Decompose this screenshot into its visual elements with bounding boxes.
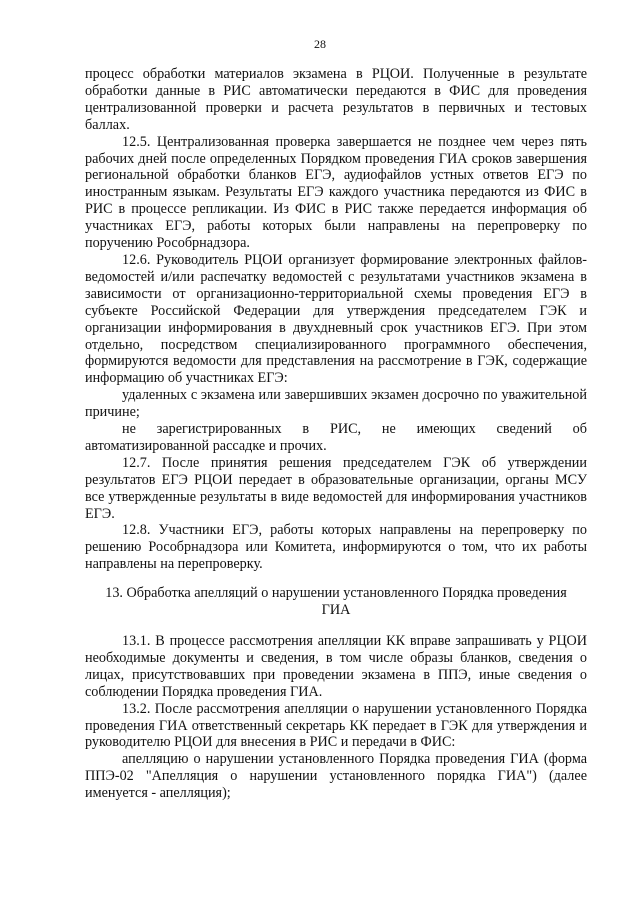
paragraph-13-2: 13.2. После рассмотрения апелляции о нарушении установленного Порядка проведения ГИА ответственный секретарь КК передает в ГЭК для утверждения и руководителю РЦОИ для внесения в РИС и передачи в ФИС: [85,700,587,751]
list-item-unregistered-participants: не зарегистрированных в РИС, не имеющих сведений об автоматизированной рассадке и прочих. [85,421,587,454]
list-item-removed-participants: удаленных с экзамена или завершивших экзамен досрочно по уважительной причине; [85,387,587,421]
paragraph-12-8: 12.8. Участники ЕГЭ, работы которых направлены на перепроверку по решению Рособрнадзора или Комитета, информируются о том, что их работы направлены на перепроверку. [85,522,587,573]
section-heading: 13. Обработка апелляций о нарушении установленного Порядка проведения ГИА [105,585,567,619]
paragraph-12-7: 12.7. После принятия решения председателем ГЭК об утверждении результатов ЕГЭ РЦОИ передает в образовательные организации, органы МСУ все утвержденные результаты в виде ведомостей для информирования участников ЕГЭ. [85,454,587,522]
list-item-appeal: апелляцию о нарушении установленного Порядка проведения ГИА (форма ППЭ-02 "Апелляция о нарушении установленного порядка ГИА") (далее именуется - апелляция); [85,751,587,802]
paragraph-13-1: 13.1. В процессе рассмотрения апелляции КК вправе запрашивать у РЦОИ необходимые документы и сведения, в том числе образы бланков, сведения о лицах, присутствовавших при проведении экзамена в ППЭ, иные сведения о соблюдении Порядка проведения ГИА. [85,633,587,700]
document-body [85,66,587,802]
paragraph-12-5: 12.5. Централизованная проверка завершается не позднее чем через пять рабочих дней после определенных Порядком проведения ГИА сроков завершения региональной обработки бланков ЕГЭ, аудиофайлов устных ответов ЕГЭ по иностранным языкам. Результаты ЕГЭ каждого участника передаются из ФИС в РИС в процессе репликации. Из ФИС в РИС также передается информация об участниках ЕГЭ, работы которых были направлены на перепроверку по поручению Рособрнадзора. [85,133,587,252]
page-number: 28 [314,37,326,51]
paragraph-12-6: 12.6. Руководитель РЦОИ организует формирование электронных файлов-ведомостей и/или распечатку ведомостей с результатами участников экзамена в зависимости от организационно-территориальной схемы проведения ЕГЭ в субъекте Российской Федерации для утверждения председателем ГЭК и организации информирования в двухдневный срок участников ЕГЭ. При этом отдельно, посредством специализированного программного обеспечения, формируются ведомости для представления на рассмотрение в ГЭК, содержащие информацию об участниках ЕГЭ: [85,251,587,387]
paragraph-continuation: процесс обработки материалов экзамена в РЦОИ. Полученные в результате обработки данные в РИС автоматически передаются в ФИС для проведения централизованной проверки и расчета результатов в первичных и тестовых баллах. [85,66,587,133]
